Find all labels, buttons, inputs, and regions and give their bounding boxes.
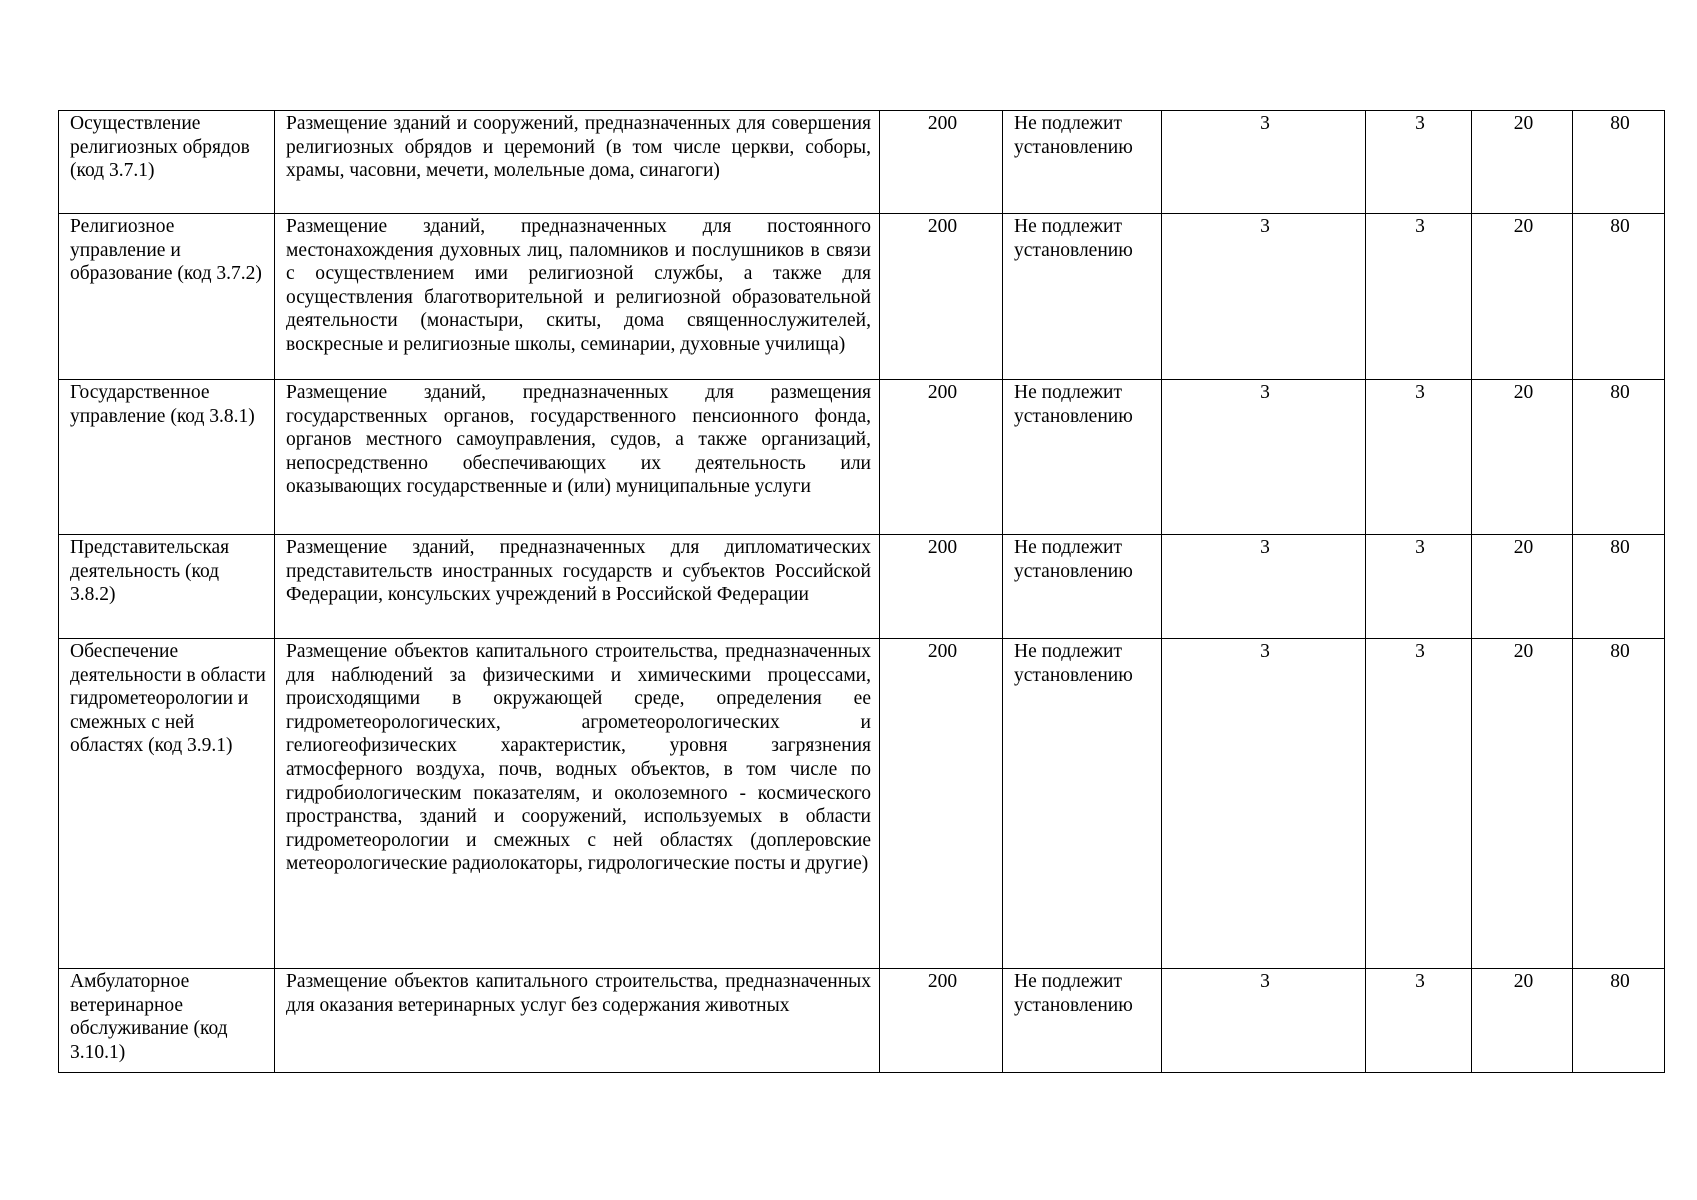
land-use-name-cell: Религиозное управление и образование (код 3.7.2) [59,214,275,380]
value-cell-5: 3 [1162,214,1366,380]
value-cell-7: 20 [1472,535,1573,639]
min-area-cell: 200 [880,380,1003,535]
table-row [59,214,1665,380]
value-cell-8: 80 [1573,380,1665,535]
value-cell-6: 3 [1366,380,1472,535]
min-area-cell: 200 [880,111,1003,214]
value-cell-8: 80 [1573,214,1665,380]
max-area-cell: Не подлежит установлению [1003,380,1162,535]
max-area-cell: Не подлежит установлению [1003,639,1162,969]
value-cell-7: 20 [1472,380,1573,535]
value-cell-5: 3 [1162,535,1366,639]
land-use-table [58,110,1665,1073]
value-cell-7: 20 [1472,111,1573,214]
land-use-name-cell: Представительская деятельность (код 3.8.2) [59,535,275,639]
value-cell-6: 3 [1366,535,1472,639]
table-row [59,969,1665,1073]
max-area-cell: Не подлежит установлению [1003,969,1162,1073]
max-area-cell: Не подлежит установлению [1003,111,1162,214]
min-area-cell: 200 [880,639,1003,969]
value-cell-8: 80 [1573,111,1665,214]
value-cell-7: 20 [1472,969,1573,1073]
land-use-description-cell: Размещение объектов капитального строительства, предназначенных для наблюдений за физическими и химическими процессами, происходящими в окружающей среде, определения ее гидрометеорологических, агрометеорологических и гелиогеофизических характеристик, уровня загрязнения атмосферного воздуха, почв, водных объектов, в том числе по гидробиологическим показателям, и околоземного - космического пространства, зданий и сооружений, используемых в области гидрометеорологии и смежных с ней областях (доплеровские метеорологические радиолокаторы, гидрологические посты и другие) [275,639,880,969]
max-area-cell: Не подлежит установлению [1003,214,1162,380]
value-cell-8: 80 [1573,639,1665,969]
value-cell-6: 3 [1366,969,1472,1073]
value-cell-7: 20 [1472,214,1573,380]
value-cell-6: 3 [1366,639,1472,969]
value-cell-6: 3 [1366,111,1472,214]
max-area-cell: Не подлежит установлению [1003,535,1162,639]
table-row [59,639,1665,969]
min-area-cell: 200 [880,214,1003,380]
table-row [59,111,1665,214]
land-use-description-cell: Размещение зданий, предназначенных для постоянного местонахождения духовных лиц, паломников и послушников в связи с осуществлением ими религиозной службы, а также для осуществления благотворительной и религиозной образовательной деятельности (монастыри, скиты, дома священнослужителей, воскресные и религиозные школы, семинарии, духовные училища) [275,214,880,380]
land-use-description-cell: Размещение зданий и сооружений, предназначенных для совершения религиозных обрядов и церемоний (в том числе церкви, соборы, храмы, часовни, мечети, молельные дома, синагоги) [275,111,880,214]
value-cell-5: 3 [1162,639,1366,969]
land-use-description-cell: Размещение зданий, предназначенных для дипломатических представительств иностранных государств и субъектов Российской Федерации, консульских учреждений в Российской Федерации [275,535,880,639]
land-use-name-cell: Осуществление религиозных обрядов (код 3.7.1) [59,111,275,214]
land-use-name-cell: Обеспечение деятельности в области гидрометеорологии и смежных с ней областях (код 3.9.1) [59,639,275,969]
value-cell-6: 3 [1366,214,1472,380]
table-row [59,535,1665,639]
land-use-description-cell: Размещение объектов капитального строительства, предназначенных для оказания ветеринарных услуг без содержания животных [275,969,880,1073]
value-cell-5: 3 [1162,969,1366,1073]
value-cell-8: 80 [1573,535,1665,639]
value-cell-7: 20 [1472,639,1573,969]
value-cell-5: 3 [1162,111,1366,214]
value-cell-8: 80 [1573,969,1665,1073]
land-use-description-cell: Размещение зданий, предназначенных для размещения государственных органов, государственного пенсионного фонда, органов местного самоуправления, судов, а также организаций, непосредственно обеспечивающих их деятельность или оказывающих государственные и (или) муниципальные услуги [275,380,880,535]
min-area-cell: 200 [880,969,1003,1073]
value-cell-5: 3 [1162,380,1366,535]
land-use-name-cell: Государственное управление (код 3.8.1) [59,380,275,535]
land-use-name-cell: Амбулаторное ветеринарное обслуживание (код 3.10.1) [59,969,275,1073]
min-area-cell: 200 [880,535,1003,639]
table-row [59,380,1665,535]
